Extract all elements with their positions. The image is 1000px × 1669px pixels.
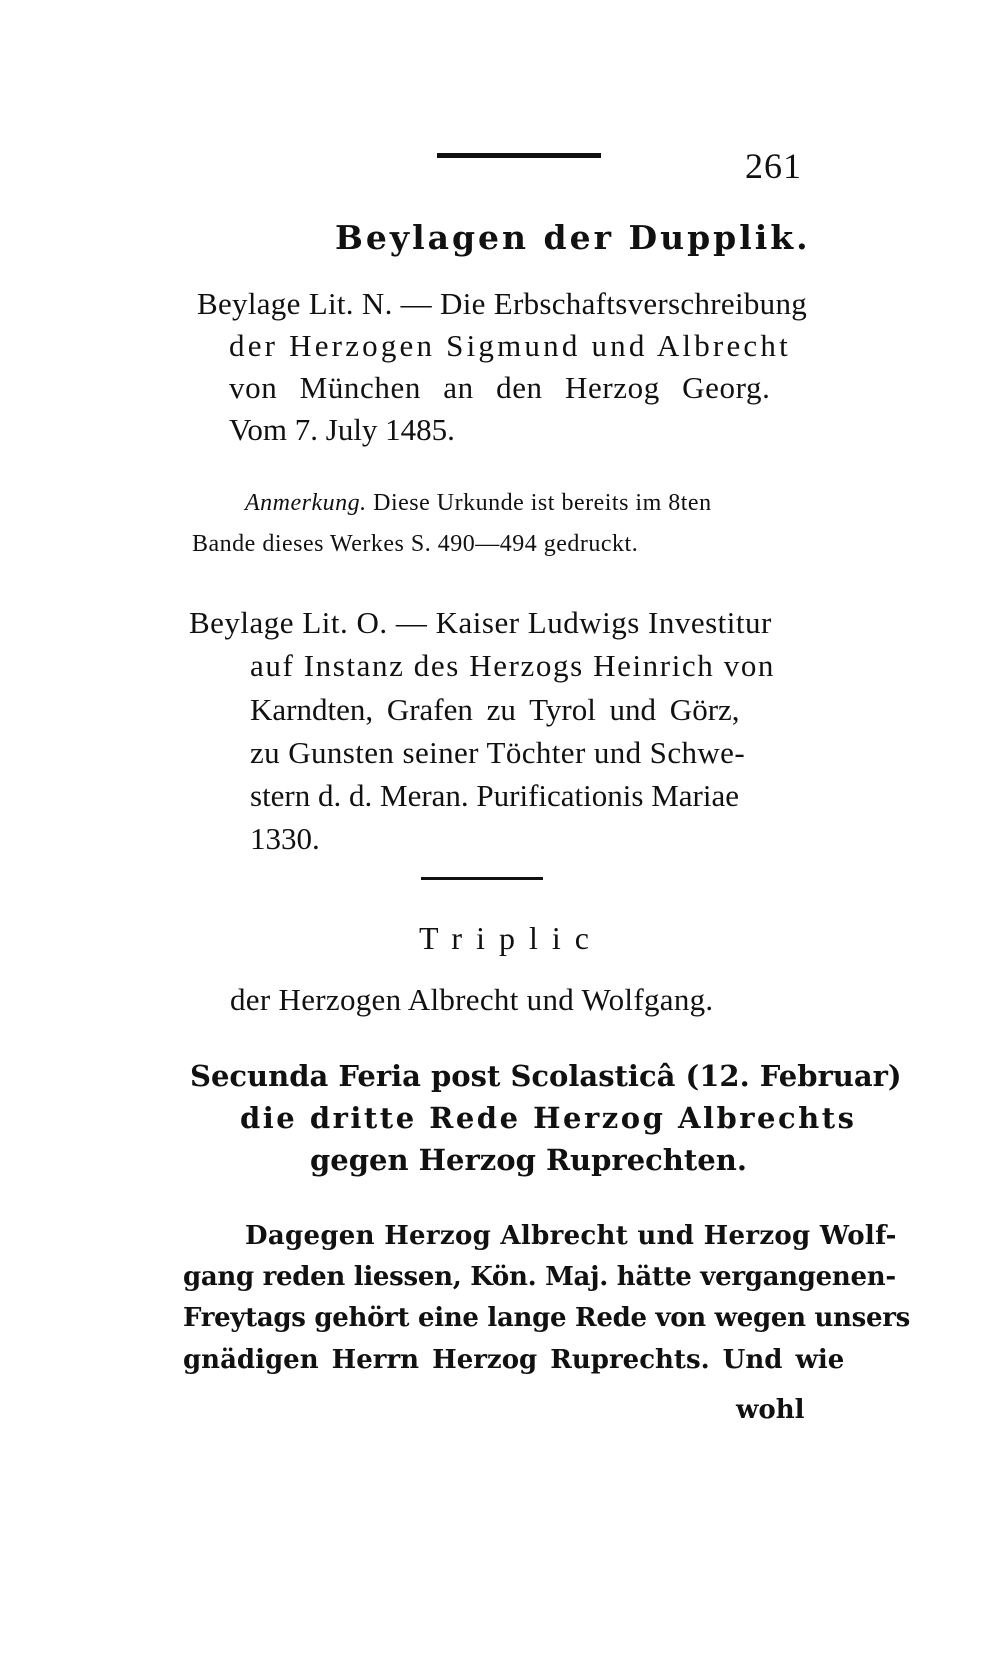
note-line-1 [245, 483, 712, 523]
body-line-4: gnädigen Herrn Herzog Ruprechts. Und wie [183, 1345, 845, 1375]
entry-n-line-1: Beylage Lit. N. — Die Erbschaftsverschreibung [197, 286, 808, 321]
secunda-line-1: Secunda Feria post Scolasticâ (12. Februar) [190, 1059, 902, 1093]
body-line-3: Freytags gehört eine lange Rede von wegen unsers [183, 1303, 910, 1333]
entry-n-line-4: Vom 7. July 1485. [229, 412, 455, 447]
body-line-1: Dagegen Herzog Albrecht und Herzog Wolf- [245, 1221, 897, 1251]
entry-o-line-1: Beylage Lit. O. — Kaiser Ludwigs Investitur [189, 605, 772, 640]
entry-o-line-5: stern d. d. Meran. Purificationis Mariae [250, 778, 739, 813]
entry-o-line-4: zu Gunsten seiner Töchter und Schwe- [250, 735, 746, 770]
page-number: 261 [745, 146, 802, 186]
top-rule [437, 153, 601, 158]
entry-o-line-3: Karndten, Grafen zu Tyrol und Görz, [250, 692, 740, 727]
triplic-title: Triplic [419, 920, 603, 956]
note-text-1: Diese Urkunde ist bereits im 8ten [373, 490, 712, 516]
body-line-2: gang reden liessen, Kön. Maj. hätte vergangenen- [183, 1262, 896, 1292]
section-rule [421, 877, 543, 880]
catchword: wohl [736, 1395, 805, 1425]
note-line-2: Bande dieses Werkes S. 490—494 gedruckt. [192, 531, 639, 557]
note-label: Anmerkung. [245, 490, 367, 516]
entry-o-line-6: 1330. [250, 821, 320, 856]
triplic-subtitle: der Herzogen Albrecht und Wolfgang. [230, 982, 714, 1017]
secunda-line-3: gegen Herzog Ruprechten. [310, 1143, 747, 1177]
running-header: Beylagen der Dupplik. [335, 218, 811, 257]
secunda-line-2: die dritte Rede Herzog Albrechts [240, 1101, 857, 1135]
entry-o-line-2: auf Instanz des Herzogs Heinrich von [250, 648, 776, 683]
entry-n-line-2: der Herzogen Sigmund und Albrecht [229, 328, 791, 363]
entry-n-line-3: von München an den Herzog Georg. [229, 370, 771, 405]
